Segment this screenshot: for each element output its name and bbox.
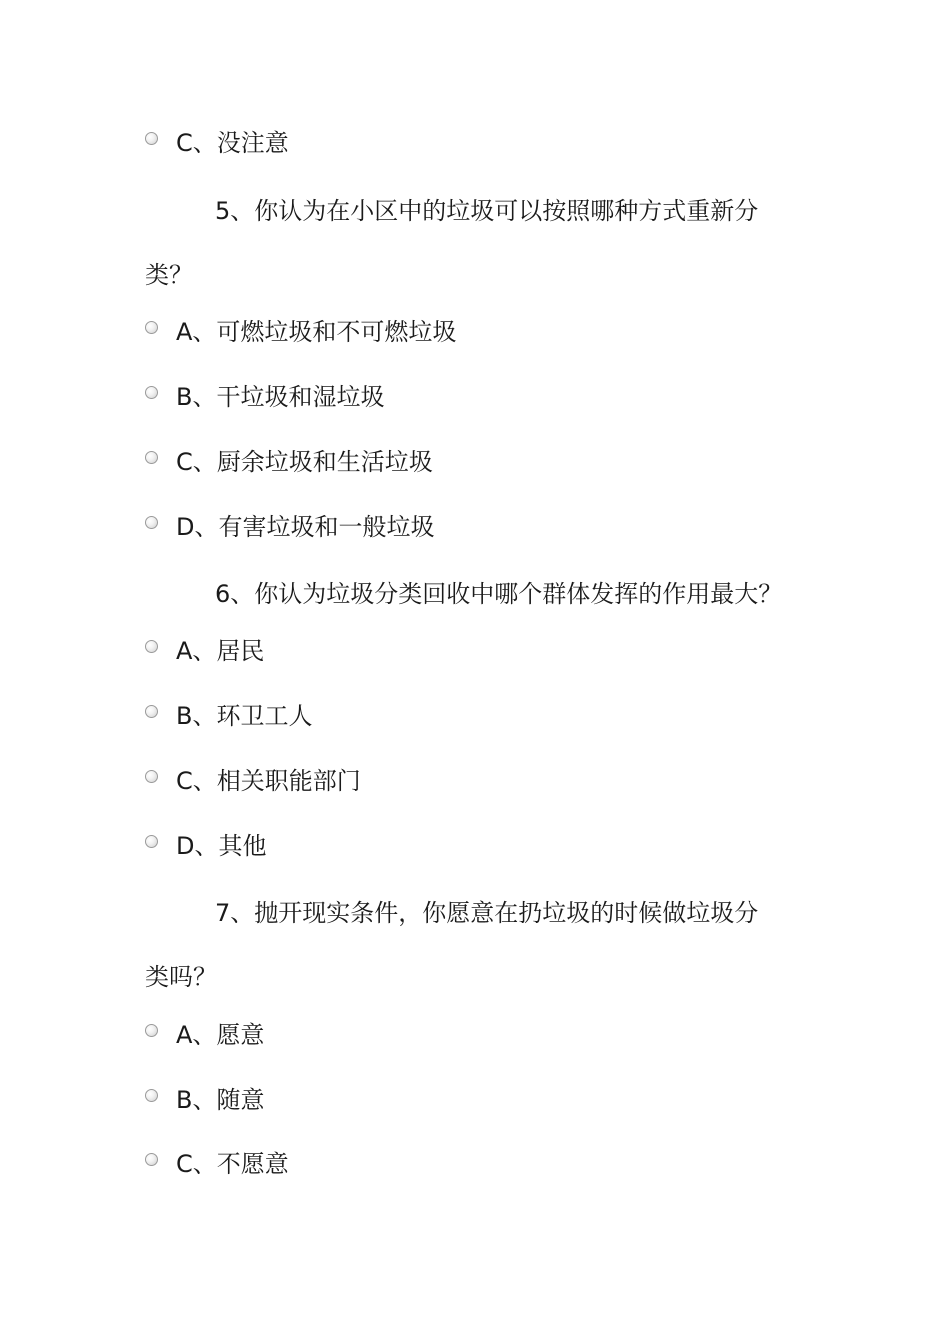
radio-button-icon[interactable] <box>145 132 158 145</box>
q6-option-b[interactable] <box>145 701 312 731</box>
radio-button-icon[interactable] <box>145 640 158 653</box>
q4-option-c[interactable] <box>145 128 289 158</box>
q5-option-b[interactable] <box>145 382 384 412</box>
option-label: A、居民 <box>176 637 265 665</box>
question-5-text-continued: 类？ <box>145 261 193 289</box>
q5-option-d[interactable] <box>145 512 434 542</box>
q5-option-c[interactable] <box>145 447 433 477</box>
option-label: A、愿意 <box>176 1021 265 1049</box>
radio-button-icon[interactable] <box>145 835 158 848</box>
option-label: C、厨余垃圾和生活垃圾 <box>176 448 433 476</box>
q7-option-b[interactable] <box>145 1085 264 1115</box>
radio-button-icon[interactable] <box>145 1153 158 1166</box>
q6-option-d[interactable] <box>145 831 266 861</box>
option-label: A、可燃垃圾和不可燃垃圾 <box>176 318 457 346</box>
q7-option-c[interactable] <box>145 1149 289 1179</box>
radio-button-icon[interactable] <box>145 705 158 718</box>
radio-button-icon[interactable] <box>145 770 158 783</box>
option-label: C、不愿意 <box>176 1150 289 1178</box>
option-label: D、其他 <box>176 832 267 860</box>
question-6-text: 6、你认为垃圾分类回收中哪个群体发挥的作用最大？ <box>215 580 783 608</box>
q7-option-a[interactable] <box>145 1020 264 1050</box>
option-label: B、干垃圾和湿垃圾 <box>176 383 385 411</box>
radio-button-icon[interactable] <box>145 516 158 529</box>
q6-option-a[interactable] <box>145 636 264 666</box>
option-label: B、环卫工人 <box>176 702 313 730</box>
radio-button-icon[interactable] <box>145 321 158 334</box>
q6-option-c[interactable] <box>145 766 361 796</box>
option-label: C、相关职能部门 <box>176 767 361 795</box>
radio-button-icon[interactable] <box>145 386 158 399</box>
question-5-text: 5、你认为在小区中的垃圾可以按照哪种方式重新分 <box>215 197 759 225</box>
q5-option-a[interactable] <box>145 317 456 347</box>
option-label: B、随意 <box>176 1086 265 1114</box>
radio-button-icon[interactable] <box>145 451 158 464</box>
question-7-text: 7、抛开现实条件，你愿意在扔垃圾的时候做垃圾分 <box>215 899 759 927</box>
question-7-text-continued: 类吗？ <box>145 963 217 991</box>
option-label: D、有害垃圾和一般垃圾 <box>176 513 435 541</box>
radio-button-icon[interactable] <box>145 1024 158 1037</box>
option-label: C、没注意 <box>176 129 289 157</box>
radio-button-icon[interactable] <box>145 1089 158 1102</box>
